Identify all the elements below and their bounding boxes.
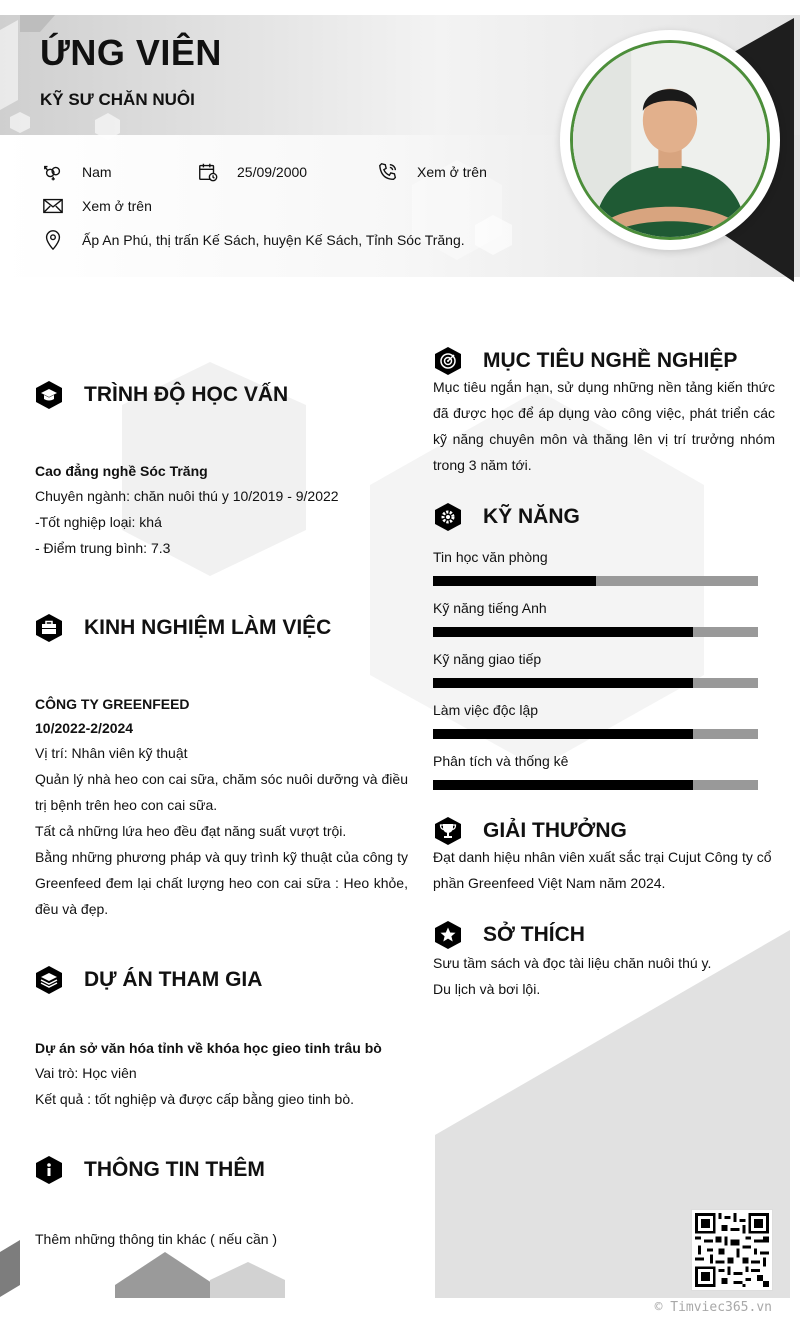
address-row: [40, 227, 465, 253]
skills-title: KỸ NĂNG: [483, 505, 580, 528]
phone-icon: [375, 159, 401, 185]
objective-title: MỤC TIÊU NGHỀ NGHIỆP: [483, 349, 738, 372]
layers-icon: [34, 965, 64, 995]
awards-title: GIẢI THƯỞNG: [483, 819, 627, 842]
education-major: Chuyên ngành: chăn nuôi thú y 10/2019 - 9/2022: [35, 488, 339, 504]
qr-code: [692, 1210, 772, 1290]
experience-role: Vị trí: Nhân viên kỹ thuật: [35, 745, 188, 761]
hobby-2: Du lịch và bơi lội.: [433, 981, 541, 997]
awards-text: Đạt danh hiệu nhân viên xuất sắc trại Cujut Công ty cổ phần Greenfeed Việt Nam năm 2024.: [433, 849, 772, 891]
more-info-heading: [34, 1155, 265, 1185]
projects-title: DỰ ÁN THAM GIA: [84, 968, 263, 991]
objective-heading: [433, 346, 737, 376]
graduation-cap-icon: [34, 380, 64, 410]
skill-level-fill: [433, 678, 693, 688]
skill-label: Tin học văn phòng: [433, 549, 548, 565]
hobbies-heading: [433, 920, 585, 950]
skill-label: Phân tích và thống kê: [433, 753, 569, 769]
copyright-footer: © Timviec365.vn: [654, 1300, 772, 1315]
skill-label: Kỹ năng tiếng Anh: [433, 600, 547, 616]
skill-label: Làm việc độc lập: [433, 702, 539, 718]
education-gpa: - Điểm trung bình: 7.3: [35, 540, 171, 556]
phone-row: [375, 159, 487, 185]
education-rank: -Tốt nghiệp loại: khá: [35, 514, 162, 530]
avatar: [570, 40, 770, 240]
more-info-title: THÔNG TIN THÊM: [84, 1158, 265, 1181]
gender-value: Nam: [82, 164, 112, 180]
candidate-name: ỨNG VIÊN: [40, 32, 222, 73]
experience-period: 10/2022-2/2024: [35, 720, 134, 736]
education-school: Cao đẳng nghề Sóc Trăng: [35, 463, 208, 479]
gender-icon: [40, 159, 66, 185]
target-icon: [433, 346, 463, 376]
email-row: [40, 193, 152, 219]
experience-heading: [34, 613, 331, 643]
location-pin-icon: [40, 227, 66, 253]
skill-bar: [433, 729, 758, 739]
projects-heading: [34, 965, 262, 995]
job-position: KỸ SƯ CHĂN NUÔI: [40, 90, 195, 109]
email-value: Xem ở trên: [82, 198, 152, 214]
skills-heading: [433, 502, 580, 532]
skill-level-fill: [433, 780, 693, 790]
skill-bar: [433, 627, 758, 637]
education-title: TRÌNH ĐỘ HỌC VẤN: [84, 383, 289, 406]
skill-bar: [433, 576, 758, 586]
trophy-icon: [433, 816, 463, 846]
skill-bar: [433, 678, 758, 688]
mail-icon: [40, 193, 66, 219]
experience-description: Quản lý nhà heo con cai sữa, chăm sóc nuôi dưỡng và điều trị bệnh trên heo con cai sữa.: [35, 771, 408, 813]
calendar-icon: [195, 159, 221, 185]
skill-bar: [433, 780, 758, 790]
gender-row: [40, 159, 112, 185]
project-result: Kết quả : tốt nghiệp và được cấp bằng gieo tinh bò.: [35, 1091, 354, 1107]
skill-level-fill: [433, 729, 693, 739]
skill-level-fill: [433, 576, 596, 586]
star-icon: [433, 920, 463, 950]
more-info-text: Thêm những thông tin khác ( nếu cần ): [35, 1231, 278, 1247]
skill-level-fill: [433, 627, 693, 637]
hobbies-title: SỞ THÍCH: [483, 923, 585, 946]
hobby-1: Sưu tầm sách và đọc tài liệu chăn nuôi thú y.: [433, 955, 712, 971]
experience-company: CÔNG TY GREENFEED: [35, 696, 190, 712]
gear-icon: [433, 502, 463, 532]
experience-title: KINH NGHIỆM LÀM VIỆC: [84, 616, 332, 639]
phone-value: Xem ở trên: [417, 164, 487, 180]
address-value: Ấp An Phú, thị trấn Kế Sách, huyện Kế Sách, Tỉnh Sóc Trăng.: [82, 232, 465, 248]
experience-result-2: Bằng những phương pháp và quy trình kỹ thuật của công ty Greenfeed đem lại chất lượng heo con cai sữa : Heo khỏe, đều và đẹp.: [35, 849, 408, 917]
project-name: Dự án sở văn hóa tỉnh về khóa học gieo tinh trâu bò: [35, 1040, 382, 1056]
experience-result-1: Tất cả những lứa heo đều đạt năng suất vượt trội.: [35, 823, 347, 839]
education-heading: [34, 380, 288, 410]
birthday-row: [195, 159, 307, 185]
objective-text: Mục tiêu ngắn hạn, sử dụng những nền tảng kiến thức đã được học để áp dụng vào công việc, phát triển các kỹ năng chuyên môn và thăng lên vị trí trưởng nhóm trong 3 năm tới.: [433, 379, 775, 473]
info-icon: [34, 1155, 64, 1185]
awards-heading: [433, 816, 627, 846]
skill-label: Kỹ năng giao tiếp: [433, 651, 542, 667]
avatar-frame: [560, 30, 780, 250]
birthday-value: 25/09/2000: [237, 164, 308, 180]
project-role: Vai trò: Học viên: [35, 1065, 137, 1081]
briefcase-icon: [34, 613, 64, 643]
